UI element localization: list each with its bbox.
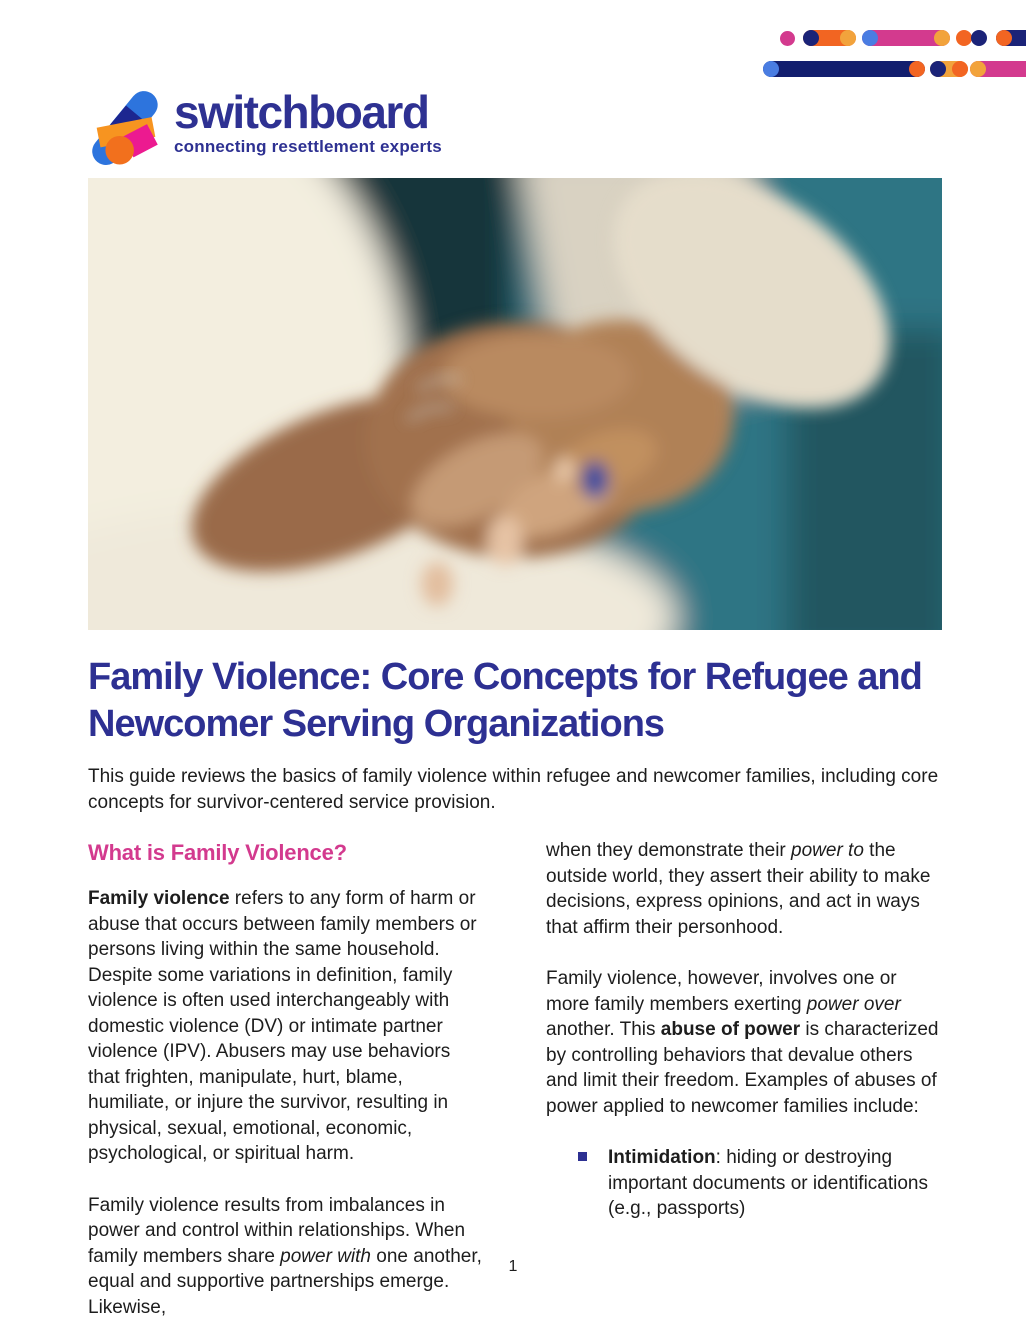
switchboard-logo-mark-icon [88, 88, 164, 166]
decor-capsule [803, 30, 856, 46]
decor-capsule [970, 61, 1026, 77]
header-decoration [0, 0, 1026, 100]
bullet-text: Intimidation: hiding or destroying important documents or identifications (e.g., passports) [608, 1147, 928, 1219]
decor-dot [956, 30, 972, 46]
decor-dot [780, 31, 795, 46]
page-number: 1 [508, 1258, 518, 1275]
square-bullet-icon [578, 1152, 587, 1161]
body-columns [88, 838, 942, 1320]
right-column [546, 838, 942, 1320]
decor-capsule [996, 30, 1026, 46]
page-title: Family Violence: Core Concepts for Refugee and Newcomer Serving Organizations [88, 656, 922, 745]
bullet-item [546, 1145, 942, 1222]
clasped-hands-photo [88, 178, 942, 630]
brand-name: switchboard [174, 86, 429, 138]
intro-paragraph: This guide reviews the basics of family violence within refugee and newcomer families, including core concepts for survivor-centered service provision. [88, 766, 939, 813]
bullet-list [546, 1145, 942, 1222]
switchboard-logo [88, 88, 442, 166]
paragraph: Family violence refers to any form of harm or abuse that occurs between family members or persons living within the same household. Despite some variations in definition, family violence is often used interchangeably with domestic violence (DV) or intimate partner violence (IPV). Abusers may use behaviors that frighten, manipulate, hurt, blame, humiliate, or injure the survivor, resulting in physical, sexual, emotional, economic, psychological, or spiritual harm. [88, 888, 477, 1164]
paragraph: Family violence, however, involves one or more family members exerting power over another. This abuse of power is characterized by controlling behaviors that devalue others and limit their freedom. Examples of abuses of power applied to newcomer families include: [546, 968, 939, 1117]
paragraph: Family violence results from imbalances in power and control within relationships. When family members share power with one another, equal and supportive partnerships emerge. Likewise, [88, 1194, 482, 1318]
decor-capsule [862, 30, 950, 46]
decor-capsule [930, 61, 968, 77]
section-heading: What is Family Violence? [88, 840, 347, 865]
paragraph: when they demonstrate their power to the outside world, they assert their ability to make decisions, express opinions, and act in ways that affirm their personhood. [546, 840, 931, 938]
decor-capsule [763, 61, 925, 77]
left-column [88, 838, 486, 1320]
brand-tagline: connecting resettlement experts [174, 137, 442, 156]
decor-dot [971, 30, 987, 46]
